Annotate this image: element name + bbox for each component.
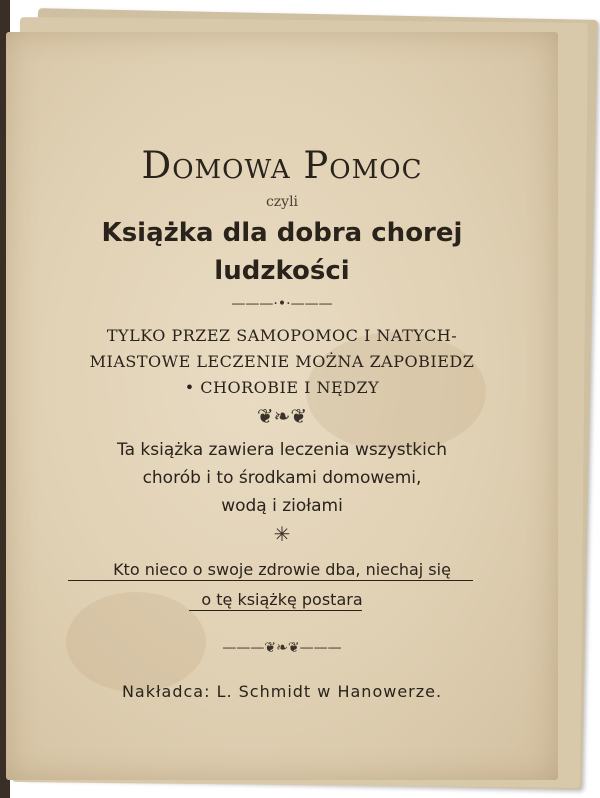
motto-line-1: Kto nieco o swoje zdrowie dba, niechaj się (113, 560, 451, 579)
ornament-divider: ———·•·——— (231, 296, 333, 312)
book-subtitle-line-2: ludzkości (214, 256, 350, 286)
ornament-footer: ———❦❧❦——— (222, 640, 342, 656)
slogan-line-2: MIASTOWE LECZENIE MOŻNA ZAPOBIEDZ (89, 352, 475, 371)
ornament-star: ✳ (273, 522, 291, 546)
motto-line-2: o tę książkę postara (201, 590, 363, 609)
title-page (6, 32, 558, 780)
description-line-1: Ta książka zawiera leczenia wszystkich (117, 440, 447, 460)
publisher-line: Nakładca: L. Schmidt w Hanowerze. (121, 682, 443, 701)
book-title: Domowa Pomoc (141, 144, 423, 187)
description-line-2: chorób i to środkami domowemi, (142, 468, 422, 488)
ornament-fleuron: ❦❧❦ (256, 404, 308, 428)
slogan-line-3: • CHOROBIE I NĘDZY (184, 378, 380, 397)
slogan-line-1: TYLKO PRZEZ SAMOPOMOC I NATYCH- (106, 326, 458, 345)
description-line-3: wodą i ziołami (221, 496, 343, 516)
motto-underline-1 (68, 580, 473, 581)
title-connector: czyli (265, 194, 299, 210)
motto-underline-2 (189, 610, 362, 611)
book-subtitle-line-1: Książka dla dobra chorej (101, 218, 463, 248)
